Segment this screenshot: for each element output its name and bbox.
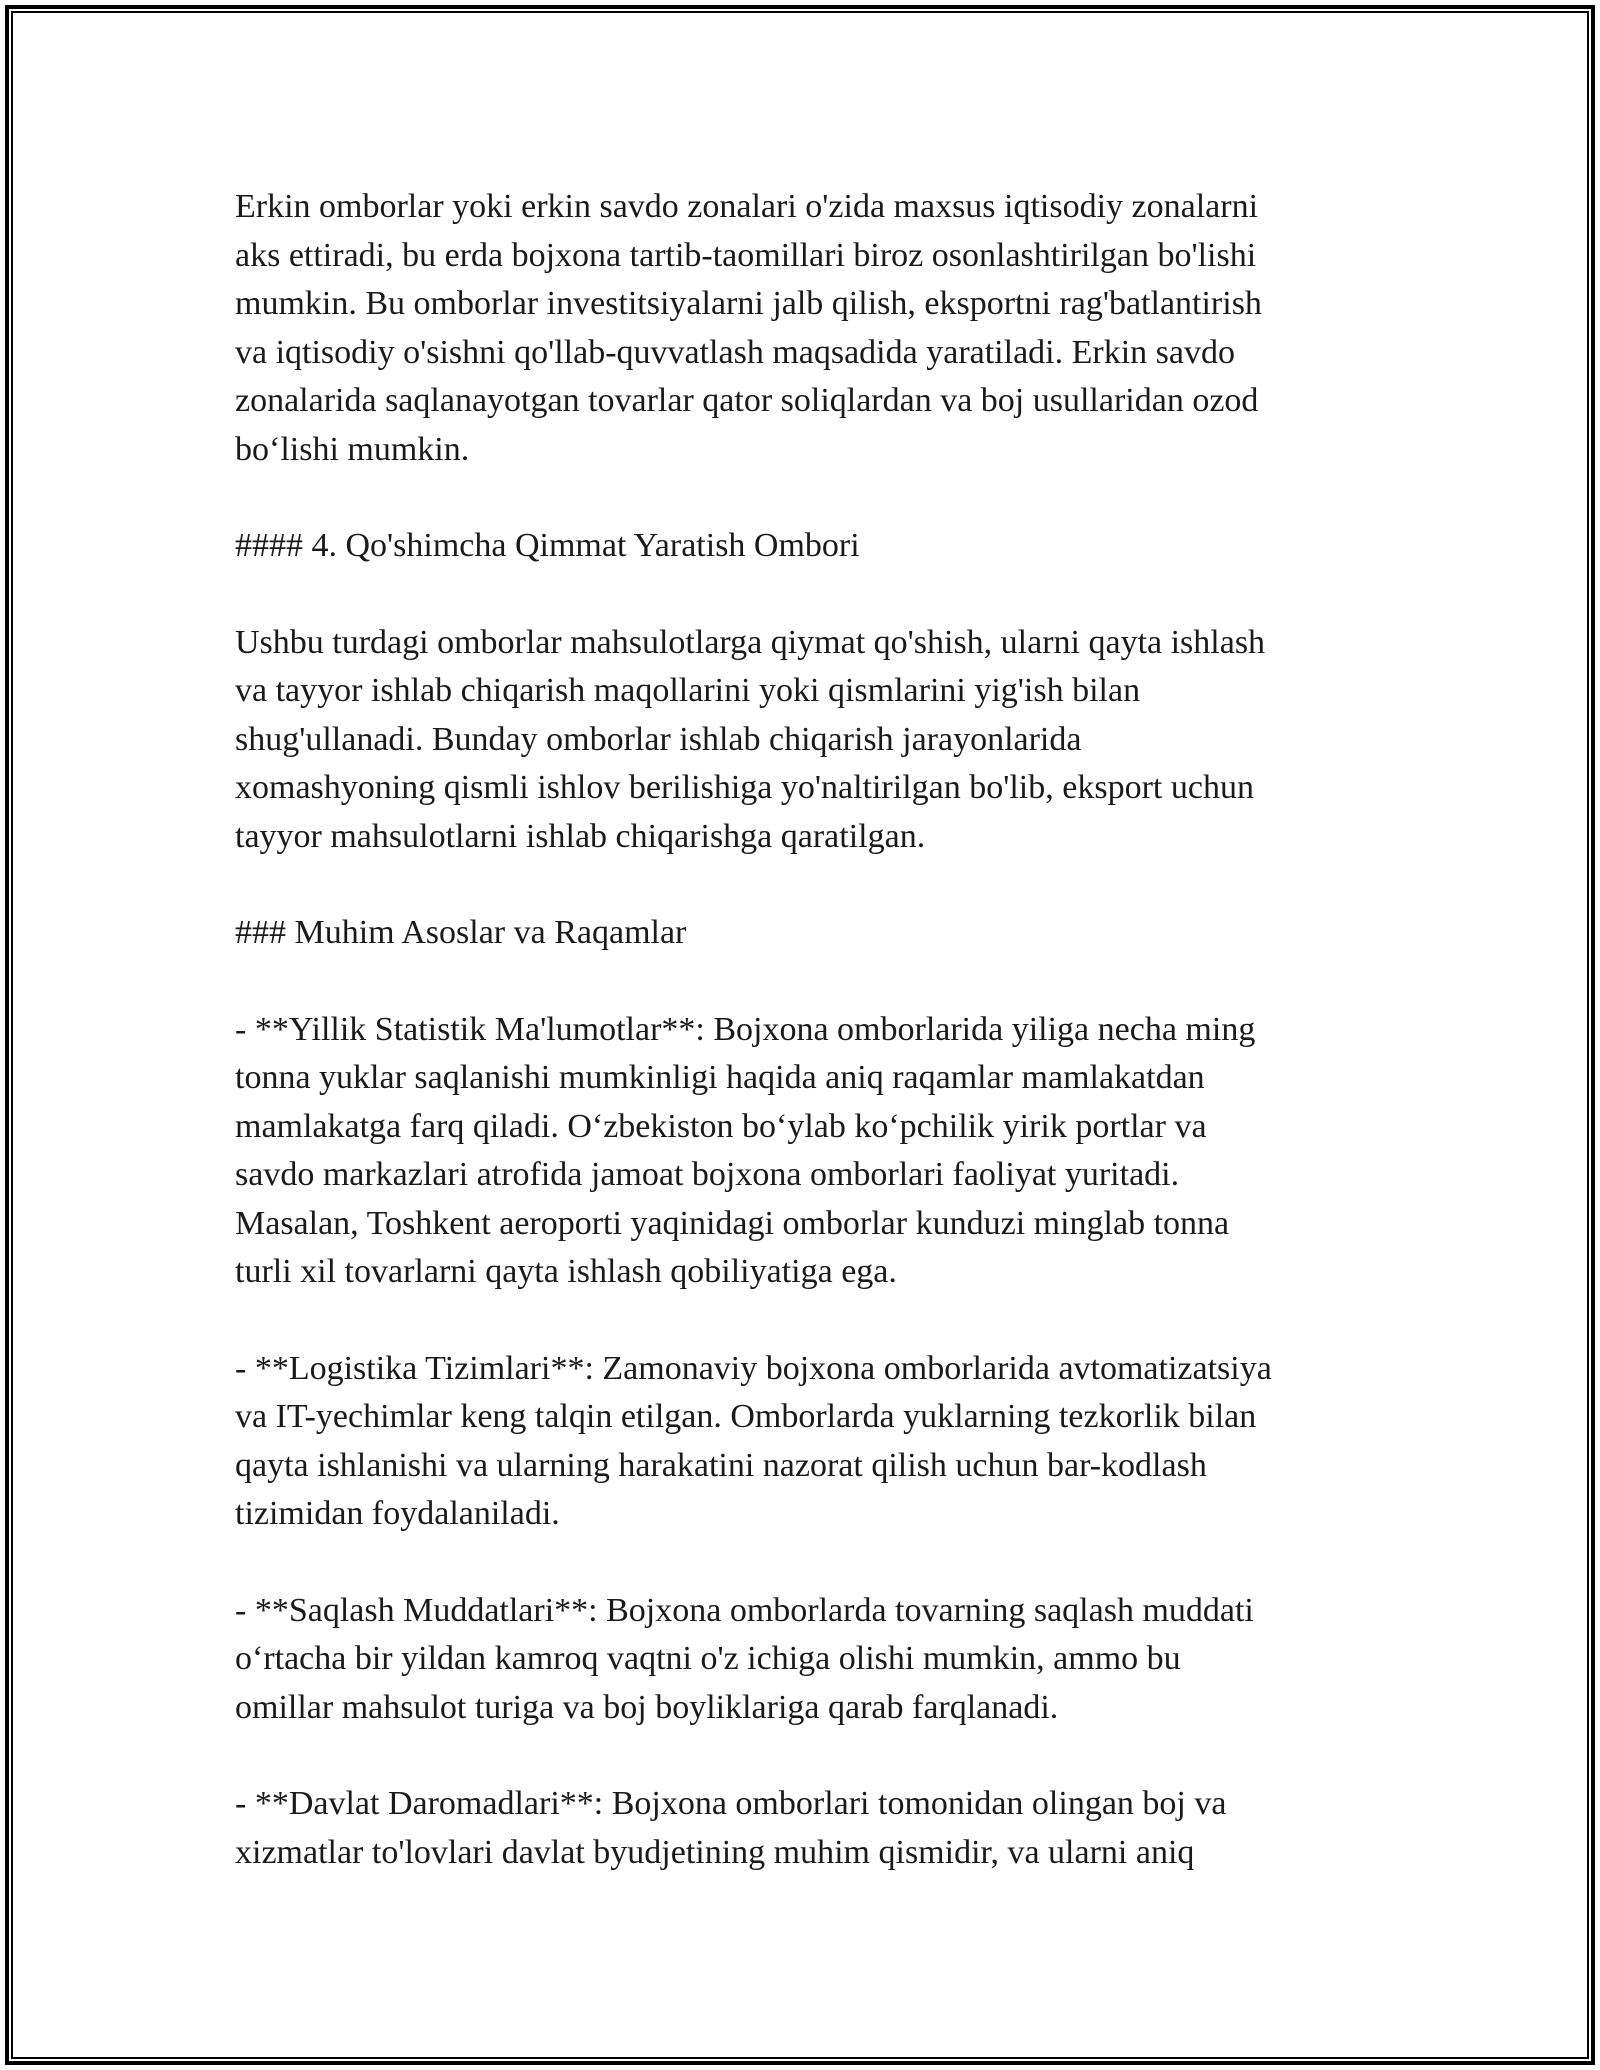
text-line: - **Logistika Tizimlari**: Zamonaviy bojxona omborlarida avtomatizatsiya: [235, 1349, 1272, 1387]
heading-section-4: [235, 522, 1365, 571]
text-line: - **Davlat Daromadlari**: Bojxona omborlari tomonidan olingan boj va: [235, 1785, 1227, 1822]
text-line: zonalarida saqlanayotgan tovarlar qator soliqlardan va boj usullaridan ozod: [235, 382, 1259, 419]
heading-muhim-asoslar: [235, 909, 1365, 958]
heading-text: ### Muhim Asoslar va Raqamlar: [235, 914, 687, 951]
text-line: va iqtisodiy o'sishni qo'llab-quvvatlash maqsadida yaratiladi. Erkin savdo: [235, 333, 1235, 371]
text-line: bo‘lishi mumkin.: [235, 430, 470, 468]
text-line: xizmatlar to'lovlari davlat byudjetining muhim qismidir, va ularni aniq: [235, 1833, 1195, 1871]
text-line: Masalan, Toshkent aeroporti yaqinidagi omborlar kunduzi minglab tonna: [235, 1204, 1230, 1242]
text-line: mumkin. Bu omborlar investitsiyalarni jalb qilish, eksportni rag'batlantirish: [235, 285, 1262, 322]
text-line: - **Saqlash Muddatlari**: Bojxona omborlarda tovarning saqlash muddati: [235, 1591, 1254, 1629]
text-line: shug'ullanadi. Bunday omborlar ishlab chiqarish jarayonlarida: [235, 720, 1082, 758]
text-line: savdo markazlari atrofida jamoat bojxona omborlari faoliyat yuritadi.: [235, 1156, 1180, 1193]
text-line: Ushbu turdagi omborlar mahsulotlarga qiymat qo'shish, ularni qayta ishlash: [235, 623, 1266, 661]
paragraph-erkin-omborlar: [235, 183, 1365, 474]
text-line: va tayyor ishlab chiqarish maqollarini yoki qismlarini yig'ish bilan: [235, 672, 1141, 709]
text-line: aks ettiradi, bu erda bojxona tartib-taomillari biroz osonlashtirilgan bo'lishi: [235, 236, 1257, 274]
list-item-saqlash: [235, 1587, 1365, 1733]
text-line: omillar mahsulot turiga va boj boyliklariga qarab farqlanadi.: [235, 1688, 1059, 1726]
text-line: Erkin omborlar yoki erkin savdo zonalari o'zida maxsus iqtisodiy zonalarni: [235, 188, 1259, 225]
list-item-yillik-statistik: [235, 1006, 1365, 1297]
paragraph-qoshimcha-qimmat: [235, 619, 1365, 862]
text-line: va IT-yechimlar keng talqin etilgan. Omborlarda yuklarning tezkorlik bilan: [235, 1398, 1257, 1435]
document-body: [235, 183, 1365, 1925]
list-item-logistika: [235, 1345, 1365, 1539]
text-line: o‘rtacha bir yildan kamroq vaqtni o'z ichiga olishi mumkin, ammo bu: [235, 1640, 1181, 1677]
list-item-davlat: [235, 1780, 1365, 1877]
text-line: - **Yillik Statistik Ma'lumotlar**: Bojxona omborlarida yiliga necha ming: [235, 1010, 1256, 1048]
text-line: tonna yuklar saqlanishi mumkinligi haqida aniq raqamlar mamlakatdan: [235, 1059, 1205, 1096]
text-line: xomashyoning qismli ishlov berilishiga yo'naltirilgan bo'lib, eksport uchun: [235, 769, 1254, 806]
text-line: turli xil tovarlarni qayta ishlash qobiliyatiga ega.: [235, 1253, 897, 1290]
heading-text: #### 4. Qo'shimcha Qimmat Yaratish Ombori: [235, 527, 860, 564]
text-line: tizimidan foydalaniladi.: [235, 1495, 560, 1532]
text-line: qayta ishlanishi va ularning harakatini nazorat qilish uchun bar-kodlash: [235, 1446, 1207, 1484]
text-line: tayyor mahsulotlarni ishlab chiqarishga qaratilgan.: [235, 817, 926, 855]
text-line: mamlakatga farq qiladi. O‘zbekiston bo‘ylab ko‘pchilik yirik portlar va: [235, 1107, 1207, 1145]
